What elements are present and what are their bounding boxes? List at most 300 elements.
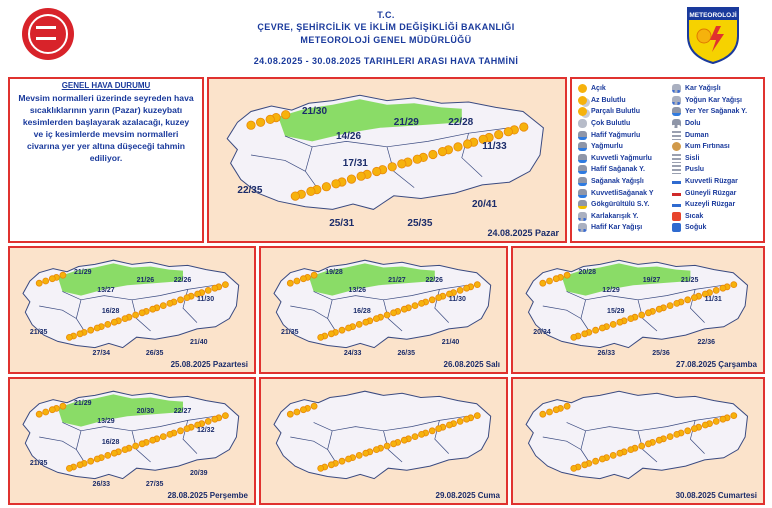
- temperature-label: 21/29: [74, 399, 92, 407]
- temperature-label: 21/40: [190, 339, 208, 347]
- temperature-label: 26/33: [597, 350, 616, 357]
- sun-icon: [347, 175, 355, 183]
- sun-icon: [139, 441, 145, 447]
- temperature-label: 22/27: [173, 407, 192, 415]
- temperature-label: 22/28: [448, 116, 474, 128]
- legend-item: [578, 118, 654, 130]
- legend-item: [578, 176, 654, 188]
- sun-icon: [160, 303, 166, 309]
- legend-label: Duman: [685, 131, 709, 139]
- sun-icon: [578, 84, 587, 93]
- sun-icon: [388, 163, 396, 171]
- legend-item: [578, 106, 654, 118]
- legend-label: Yağmurlu: [591, 143, 623, 151]
- sun-icon: [674, 300, 680, 306]
- sun-icon: [307, 187, 315, 195]
- sun-icon: [133, 312, 139, 318]
- forecast-map-day-1: [207, 77, 567, 243]
- sun-icon: [66, 465, 72, 471]
- legend-item: [578, 164, 654, 176]
- sun-icon: [167, 431, 173, 437]
- forecast-map-day-4: [511, 246, 765, 374]
- header-ministry: ÇEVRE, ŞEHİRCİLİK VE İKLİM DEĞİŞİKLİĞİ BAKANLIĞI: [257, 22, 515, 32]
- legend-label: Hafif Yağmurlu: [591, 131, 641, 139]
- sun-icon: [553, 407, 559, 413]
- sun-icon: [564, 272, 570, 278]
- legend-column-2: [672, 83, 747, 234]
- sun-icon: [318, 334, 324, 340]
- hot-icon: [672, 212, 681, 221]
- legend-item: [578, 83, 654, 95]
- sun-icon: [685, 428, 691, 434]
- legend-label: Karlakarışık Y.: [591, 212, 639, 220]
- forecast-date-label: 24.08.2025 Pazar: [487, 228, 559, 238]
- turkey-map: [209, 79, 565, 241]
- sun-icon: [384, 312, 390, 318]
- sun-icon: [111, 450, 117, 456]
- south-wind-icon: [672, 193, 681, 196]
- sun-icon: [167, 300, 173, 306]
- turkey-map: [261, 379, 506, 503]
- sun-icon: [474, 282, 480, 288]
- heavy-rain-icon: [578, 154, 587, 163]
- sun-icon: [266, 115, 274, 123]
- sun-icon: [105, 452, 111, 458]
- legend-label: Puslu: [685, 166, 705, 174]
- temperature-label: 14/26: [336, 130, 362, 142]
- fog-icon: [672, 154, 681, 163]
- heavy-snow-icon: [672, 96, 681, 105]
- legend-item: [578, 141, 654, 153]
- sun-icon: [419, 300, 425, 306]
- sun-icon: [205, 287, 211, 293]
- legend-label: Dolu: [685, 120, 701, 128]
- temperature-label: 21/25: [680, 276, 699, 284]
- sun-icon: [43, 409, 49, 415]
- legend-label: Güneyli Rüzgar: [685, 189, 737, 197]
- cold-icon: [672, 223, 681, 232]
- sun-icon: [105, 321, 111, 327]
- sun-icon: [639, 443, 645, 449]
- temperature-label: 21/29: [74, 268, 92, 276]
- temperature-label: 22/26: [425, 276, 443, 284]
- sun-icon: [300, 407, 306, 413]
- turkey-map: [261, 248, 506, 372]
- sun-icon: [294, 278, 300, 284]
- temperature-label: 16/28: [101, 439, 120, 447]
- sun-icon: [122, 316, 128, 322]
- sun-icon: [429, 297, 435, 303]
- rain-icon: [578, 142, 587, 151]
- land-shape: [274, 391, 491, 478]
- snow-icon: [672, 84, 681, 93]
- sun-icon: [617, 319, 623, 325]
- strong-wind-icon: [672, 181, 681, 184]
- sun-icon: [645, 310, 651, 316]
- legend-label: Açık: [591, 85, 606, 93]
- legend-item: [672, 141, 747, 153]
- sun-icon: [66, 334, 72, 340]
- legend-label: Kar Yağışlı: [685, 85, 721, 93]
- legend-item: [672, 199, 747, 211]
- forecast-date-label: 30.08.2025 Cumartesi: [675, 491, 757, 500]
- sun-icon: [247, 121, 255, 129]
- sun-icon: [436, 426, 442, 432]
- legend-label: Kum Fırtınası: [685, 143, 730, 151]
- sun-icon: [294, 409, 300, 415]
- turkey-map: [10, 248, 254, 372]
- sun-icon: [322, 183, 330, 191]
- temperature-label: 21/30: [302, 106, 328, 118]
- sun-icon: [457, 418, 463, 424]
- sun-icon: [398, 160, 406, 168]
- sun-icon: [60, 272, 66, 278]
- sun-icon: [49, 276, 55, 282]
- temperature-label: 21/29: [393, 116, 419, 128]
- sun-icon: [401, 306, 407, 312]
- sun-icon: [49, 407, 55, 413]
- sun-icon: [685, 297, 691, 303]
- temperature-label: 16/28: [101, 308, 120, 316]
- sun-icon: [178, 297, 184, 303]
- sun-icon: [436, 295, 442, 301]
- legend-label: Gökgürültülü S.Y.: [591, 201, 650, 209]
- temperature-label: 22/26: [173, 276, 192, 284]
- sun-icon: [94, 325, 100, 331]
- local-shower-icon: [672, 107, 681, 116]
- legend-label: Sağanak Yağışlı: [591, 178, 644, 186]
- sun-icon: [88, 327, 94, 333]
- sun-icon: [291, 192, 299, 200]
- sun-icon: [504, 128, 512, 136]
- sun-icon: [282, 111, 290, 119]
- sun-icon: [691, 426, 697, 432]
- sun-icon: [356, 321, 362, 327]
- sun-icon: [339, 327, 345, 333]
- sun-icon: [628, 316, 634, 322]
- sun-icon: [520, 123, 528, 131]
- mist-icon: [672, 165, 681, 174]
- sun-icon: [457, 287, 463, 293]
- sun-icon: [413, 155, 421, 163]
- heavy-shower-icon: [578, 189, 587, 198]
- forecast-map-day-7: [511, 377, 765, 505]
- sun-icon: [412, 303, 418, 309]
- legend-item: [578, 95, 654, 107]
- sun-icon: [547, 278, 553, 284]
- sun-icon: [429, 428, 435, 434]
- forecast-map-day-3: [259, 246, 508, 374]
- sun-icon: [582, 462, 588, 468]
- sun-icon: [328, 331, 334, 337]
- sun-icon: [311, 403, 317, 409]
- sun-icon: [599, 325, 605, 331]
- sun-icon: [346, 325, 352, 331]
- sandstorm-icon: [672, 142, 681, 151]
- sun-icon: [133, 443, 139, 449]
- sun-icon: [702, 422, 708, 428]
- turkey-map: [513, 248, 763, 372]
- sun-icon: [713, 287, 719, 293]
- temperature-label: 27/34: [92, 350, 111, 357]
- legend-column-1: [578, 83, 654, 234]
- sun-icon: [656, 437, 662, 443]
- temperature-label: 26/35: [145, 350, 164, 357]
- legend-label: Kuvvetli Yağmurlu: [591, 154, 652, 162]
- sun-icon: [617, 450, 623, 456]
- sun-icon: [212, 285, 218, 291]
- temperature-label: 13/29: [97, 418, 115, 426]
- sun-icon: [495, 130, 503, 138]
- sun-icon: [463, 140, 471, 148]
- temperature-label: 21/35: [29, 328, 48, 336]
- sun-icon: [429, 150, 437, 158]
- legend-item: [578, 129, 654, 141]
- sun-icon: [731, 413, 737, 419]
- shower-icon: [578, 177, 587, 186]
- sun-icon: [318, 465, 324, 471]
- sun-icon: [391, 441, 397, 447]
- legend-label: Yoğun Kar Yağışı: [685, 96, 742, 104]
- sun-icon: [205, 418, 211, 424]
- legend-label: Hafif Kar Yağışı: [591, 224, 643, 232]
- sun-icon: [593, 458, 599, 464]
- sun-icon: [610, 321, 616, 327]
- forecast-map-day-2: [8, 246, 256, 374]
- sun-icon: [474, 413, 480, 419]
- legend-item: [672, 211, 747, 223]
- sun-icon: [139, 310, 145, 316]
- sun-icon: [36, 280, 42, 286]
- sun-icon: [363, 450, 369, 456]
- sun-icon: [300, 276, 306, 282]
- sun-icon: [94, 456, 100, 462]
- sun-icon: [373, 167, 381, 175]
- header-date-range: 24.08.2025 - 30.08.2025 TARIHLERI ARASI HAVA TAHMİNİ: [253, 56, 519, 66]
- legend-panel: [570, 77, 765, 243]
- sun-icon: [373, 316, 379, 322]
- temperature-label: 12/29: [602, 287, 620, 295]
- legend-item: [578, 211, 654, 223]
- temperature-label: 19/27: [642, 276, 661, 284]
- smoke-icon: [672, 131, 681, 140]
- sun-icon: [88, 458, 94, 464]
- temperature-label: 20/39: [190, 470, 208, 478]
- legend-item: [672, 187, 747, 199]
- sun-icon: [547, 409, 553, 415]
- sun-icon: [720, 285, 726, 291]
- forecast-date-label: 27.08.2025 Çarşamba: [676, 360, 757, 369]
- sun-icon: [339, 458, 345, 464]
- temperature-label: 20/30: [136, 407, 155, 415]
- sun-icon: [540, 280, 546, 286]
- svg-text:METEOROLOJİ: METEOROLOJİ: [689, 12, 737, 19]
- temperature-label: 13/26: [348, 287, 367, 295]
- temperature-label: 21/27: [388, 276, 406, 284]
- hail-icon: [672, 119, 681, 128]
- sun-icon: [571, 334, 577, 340]
- sun-icon: [222, 413, 228, 419]
- sun-icon: [332, 180, 340, 188]
- sun-icon: [593, 327, 599, 333]
- sun-icon: [564, 403, 570, 409]
- sun-icon: [287, 280, 293, 286]
- forecast-date-label: 25.08.2025 Pazartesi: [170, 360, 248, 369]
- temperature-label: 15/29: [607, 308, 625, 316]
- page-header: [0, 0, 772, 74]
- sun-icon: [287, 411, 293, 417]
- legend-label: Kuzeyli Rüzgar: [685, 201, 736, 209]
- sun-icon: [36, 411, 42, 417]
- sun-icon: [346, 456, 352, 462]
- sun-icon: [357, 172, 365, 180]
- sun-icon: [419, 431, 425, 437]
- sun-icon: [373, 447, 379, 453]
- forecast-date-label: 26.08.2025 Salı: [443, 360, 500, 369]
- sun-icon: [77, 331, 83, 337]
- legend-label: Parçalı Bulutlu: [591, 108, 641, 116]
- sun-icon: [731, 282, 737, 288]
- land-shape: [526, 391, 747, 478]
- temperature-label: 27/35: [145, 481, 164, 488]
- sun-icon: [599, 456, 605, 462]
- sun-icon: [391, 310, 397, 316]
- legend-item: [578, 222, 654, 234]
- legend-label: Kuvvetli Rüzgar: [685, 178, 738, 186]
- legend-item: [672, 83, 747, 95]
- legend-item: [672, 176, 747, 188]
- legend-label: Yer Yer Sağanak Y.: [685, 108, 748, 116]
- legend-label: Çok Bulutlu: [591, 120, 631, 128]
- sun-icon: [401, 437, 407, 443]
- sun-icon: [691, 295, 697, 301]
- temperature-label: 25/35: [407, 217, 433, 229]
- temperature-label: 22/35: [237, 184, 263, 196]
- legend-label: KuvvetliSağanak Y: [591, 189, 654, 197]
- legend-item: [672, 106, 747, 118]
- partly-sunny-icon: [578, 96, 587, 105]
- temperature-label: 19/28: [325, 268, 343, 276]
- sleet-icon: [578, 212, 587, 221]
- sun-icon: [111, 319, 117, 325]
- sun-icon: [184, 426, 190, 432]
- sun-icon: [384, 443, 390, 449]
- sun-icon: [438, 147, 446, 155]
- sun-icon: [639, 312, 645, 318]
- sun-icon: [222, 282, 228, 288]
- legend-item: [672, 164, 747, 176]
- sun-icon: [540, 411, 546, 417]
- sun-icon: [122, 447, 128, 453]
- legend-item: [578, 199, 654, 211]
- partly-cloudy-icon: [578, 107, 587, 116]
- forecast-map-day-5: [8, 377, 256, 505]
- meteorology-shield-icon: [686, 6, 740, 64]
- sun-icon: [150, 437, 156, 443]
- temperature-label: 20/34: [533, 328, 551, 336]
- legend-item: [672, 118, 747, 130]
- sun-icon: [446, 422, 452, 428]
- turkey-map: [513, 379, 763, 503]
- temperature-label: 26/33: [92, 481, 111, 488]
- forecast-date-label: 29.08.2025 Cuma: [435, 491, 500, 500]
- legend-label: Sıcak: [685, 212, 704, 220]
- sun-icon: [356, 452, 362, 458]
- legend-item: [672, 129, 747, 141]
- temperature-label: 13/27: [97, 287, 115, 295]
- cloud-icon: [578, 119, 587, 128]
- sun-icon: [412, 434, 418, 440]
- sun-icon: [77, 462, 83, 468]
- sun-icon: [582, 331, 588, 337]
- sun-icon: [256, 118, 264, 126]
- legend-item: [578, 153, 654, 165]
- turkey-map: [10, 379, 254, 503]
- sun-icon: [464, 416, 470, 422]
- sun-icon: [674, 431, 680, 437]
- temperature-label: 25/36: [652, 350, 670, 357]
- legend-item: [672, 95, 747, 107]
- temperature-label: 12/32: [196, 426, 215, 434]
- sun-icon: [720, 416, 726, 422]
- sun-icon: [60, 403, 66, 409]
- temperature-label: 20/28: [578, 268, 597, 276]
- thunderstorm-icon: [578, 200, 587, 209]
- legend-label: Az Bulutlu: [591, 96, 626, 104]
- temperature-label: 22/36: [697, 339, 716, 347]
- sun-icon: [713, 418, 719, 424]
- light-shower-icon: [578, 165, 587, 174]
- sun-icon: [311, 272, 317, 278]
- sun-icon: [150, 306, 156, 312]
- temperature-label: 16/28: [353, 308, 371, 316]
- temperature-label: 21/35: [29, 459, 48, 467]
- temperature-label: 21/40: [441, 339, 460, 347]
- sun-icon: [571, 465, 577, 471]
- sun-icon: [160, 434, 166, 440]
- sun-icon: [645, 441, 651, 447]
- general-weather-text: Mevsim normalleri üzerinde seyreden hava sıcaklıklarının yarın (Pazar) kuzeybatı kesimlerden başlayarak azalacağı, kuzey ve iç kesimlerde mevsim normalleri civarına yer yer altına düşeceği tahmin ediliyor.: [18, 93, 194, 163]
- north-wind-icon: [672, 204, 681, 207]
- sun-icon: [454, 143, 462, 151]
- sun-icon: [667, 303, 673, 309]
- temperature-label: 25/31: [329, 217, 355, 229]
- light-rain-icon: [578, 131, 587, 140]
- sun-icon: [184, 295, 190, 301]
- header-directorate: METEOROLOJİ GENEL MÜDÜRLÜĞÜ: [300, 35, 472, 45]
- temperature-label: 24/33: [343, 350, 362, 357]
- legend-label: Soğuk: [685, 224, 707, 232]
- legend-item: [672, 153, 747, 165]
- temperature-label: 26/35: [397, 350, 415, 357]
- sun-icon: [328, 462, 334, 468]
- temperature-label: 11/30: [196, 295, 215, 303]
- temperature-label: 17/31: [342, 157, 368, 169]
- sun-icon: [43, 278, 49, 284]
- legend-item: [578, 187, 654, 199]
- general-weather-title: GENEL HAVA DURUMU: [61, 81, 151, 90]
- general-weather-panel: [8, 77, 204, 243]
- sun-icon: [628, 447, 634, 453]
- forecast-map-day-6: [259, 377, 508, 505]
- legend-label: Sisli: [685, 154, 700, 162]
- sun-icon: [610, 452, 616, 458]
- temperature-label: 11/31: [704, 295, 722, 303]
- temperature-label: 11/30: [448, 295, 466, 303]
- legend-label: Hafif Sağanak Y.: [591, 166, 645, 174]
- temperature-label: 11/33: [482, 141, 507, 153]
- sun-icon: [363, 319, 369, 325]
